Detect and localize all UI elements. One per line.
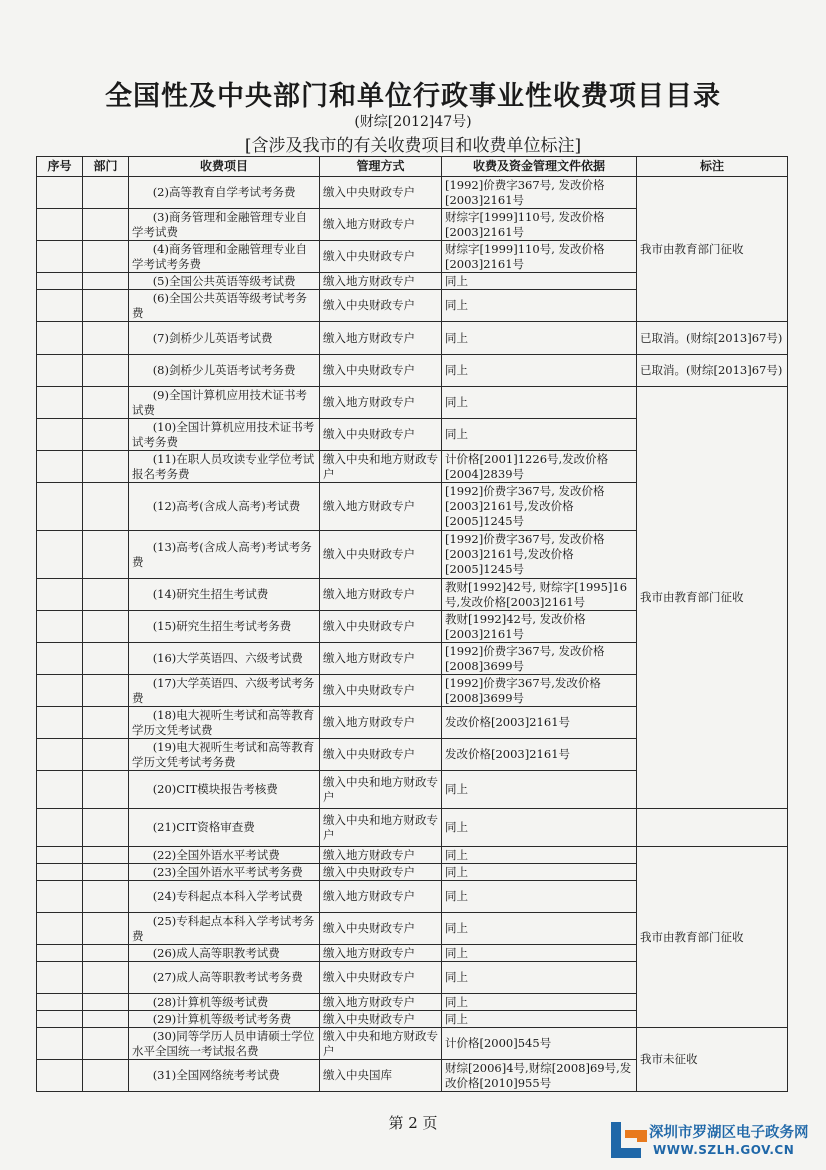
table-row	[37, 1028, 788, 1060]
basis-cell: 计价格[2001]1226号,发改价格[2004]2839号	[442, 451, 637, 483]
basis-cell: 同上	[442, 273, 637, 290]
header-department: 部门	[83, 157, 129, 177]
table-row	[37, 809, 788, 847]
fee-item-cell: (5)全国公共英语等级考试费	[129, 273, 320, 290]
szlh-logo-icon	[607, 1118, 651, 1164]
basis-cell: 同上	[442, 847, 637, 864]
basis-cell: [1992]价费字367号,发改价格[2008]3699号	[442, 675, 637, 707]
basis-cell: 同上	[442, 962, 637, 994]
management-cell: 缴入地方财政专户	[320, 579, 442, 611]
fee-item-cell: (3)商务管理和金融管理专业自学考试费	[129, 209, 320, 241]
fee-item-cell: (2)高等教育自学考试考务费	[129, 177, 320, 209]
basis-cell: [1992]价费字367号, 发改价格[2003]2161号,发改价格[2005]1245号	[442, 531, 637, 579]
basis-cell: 同上	[442, 945, 637, 962]
basis-cell: 同上	[442, 864, 637, 881]
fee-table	[36, 156, 788, 1092]
fee-item-cell: (10)全国计算机应用技术证书考试考务费	[129, 419, 320, 451]
fee-item-cell: (6)全国公共英语等级考试考务费	[129, 290, 320, 322]
basis-cell: 同上	[442, 809, 637, 847]
fee-item-cell: (24)专科起点本科入学考试费	[129, 881, 320, 913]
basis-cell: 同上	[442, 290, 637, 322]
header-fee-item: 收费项目	[129, 157, 320, 177]
fee-item-cell: (8)剑桥少儿英语考试考务费	[129, 355, 320, 387]
table-header-row	[37, 157, 788, 177]
fee-item-cell: (16)大学英语四、六级考试费	[129, 643, 320, 675]
fee-item-cell: (15)研究生招生考试考务费	[129, 611, 320, 643]
fee-item-cell: (30)同等学历人员申请硕士学位水平全国统一考试报名费	[129, 1028, 320, 1060]
management-cell: 缴入中央财政专户	[320, 177, 442, 209]
management-cell: 缴入中央财政专户	[320, 355, 442, 387]
fee-item-cell: (19)电大视听生考试和高等教育学历文凭考试考务费	[129, 739, 320, 771]
watermark-cn: 深圳市罗湖区电子政务网	[649, 1125, 809, 1141]
fee-item-cell: (20)CIT模块报告考核费	[129, 771, 320, 809]
management-cell: 缴入中央财政专户	[320, 675, 442, 707]
management-cell: 缴入地方财政专户	[320, 994, 442, 1011]
fee-item-cell: (12)高考(含成人高考)考试费	[129, 483, 320, 531]
remark-cell: 已取消。(财综[2013]67号)	[637, 355, 788, 387]
management-cell: 缴入中央财政专户	[320, 290, 442, 322]
fee-item-cell: (25)专科起点本科入学考试考务费	[129, 913, 320, 945]
fee-item-cell: (17)大学英语四、六级考试考务费	[129, 675, 320, 707]
remark-cell: 我市由教育部门征收	[637, 847, 788, 1028]
management-cell: 缴入中央国库	[320, 1060, 442, 1092]
management-cell: 缴入中央财政专户	[320, 962, 442, 994]
fee-item-cell: (21)CIT资格审查费	[129, 809, 320, 847]
management-cell: 缴入地方财政专户	[320, 847, 442, 864]
management-cell: 缴入中央和地方财政专户	[320, 771, 442, 809]
management-cell: 缴入中央财政专户	[320, 864, 442, 881]
header-basis: 收费及资金管理文件依据	[442, 157, 637, 177]
basis-cell: [1992]价费字367号, 发改价格[2008]3699号	[442, 643, 637, 675]
management-cell: 缴入地方财政专户	[320, 273, 442, 290]
basis-cell: 同上	[442, 881, 637, 913]
basis-cell: 财综字[1999]110号, 发改价格[2003]2161号	[442, 241, 637, 273]
fee-item-cell: (4)商务管理和金融管理专业自学考试考务费	[129, 241, 320, 273]
remark-cell: 我市由教育部门征收	[637, 177, 788, 322]
management-cell: 缴入地方财政专户	[320, 945, 442, 962]
management-cell: 缴入地方财政专户	[320, 322, 442, 355]
management-cell: 缴入中央财政专户	[320, 419, 442, 451]
fee-item-cell: (11)在职人员攻读专业学位考试报名考务费	[129, 451, 320, 483]
management-cell: 缴入中央和地方财政专户	[320, 1028, 442, 1060]
fee-item-cell: (26)成人高等职教考试费	[129, 945, 320, 962]
document-note: [含涉及我市的有关收费项目和收费单位标注]	[244, 136, 582, 156]
remark-cell: 已取消。(财综[2013]67号)	[637, 322, 788, 355]
basis-cell: 计价格[2000]545号	[442, 1028, 637, 1060]
management-cell: 缴入中央财政专户	[320, 611, 442, 643]
basis-cell: 同上	[442, 355, 637, 387]
basis-cell: 发改价格[2003]2161号	[442, 707, 637, 739]
fee-item-cell: (22)全国外语水平考试费	[129, 847, 320, 864]
page-number: 第 2 页	[388, 1114, 438, 1132]
fee-item-cell: (18)电大视听生考试和高等教育学历文凭考试费	[129, 707, 320, 739]
management-cell: 缴入地方财政专户	[320, 707, 442, 739]
basis-cell: 同上	[442, 419, 637, 451]
basis-cell: 发改价格[2003]2161号	[442, 739, 637, 771]
header-remark: 标注	[637, 157, 788, 177]
management-cell: 缴入中央和地方财政专户	[320, 451, 442, 483]
basis-cell: 同上	[442, 771, 637, 809]
management-cell: 缴入地方财政专户	[320, 643, 442, 675]
management-cell: 缴入中央财政专户	[320, 739, 442, 771]
document-subtitle: (财综[2012]47号)	[354, 114, 472, 130]
watermark-logo	[607, 1118, 817, 1164]
remark-cell: 我市由教育部门征收	[637, 387, 788, 809]
header-index: 序号	[37, 157, 83, 177]
remark-cell: 我市未征收	[637, 1028, 788, 1092]
fee-item-cell: (7)剑桥少儿英语考试费	[129, 322, 320, 355]
management-cell: 缴入地方财政专户	[320, 209, 442, 241]
management-cell: 缴入中央财政专户	[320, 531, 442, 579]
document-title: 全国性及中央部门和单位行政事业性收费项目目录	[105, 81, 721, 112]
basis-cell: 同上	[442, 1011, 637, 1028]
management-cell: 缴入中央和地方财政专户	[320, 809, 442, 847]
header-management: 管理方式	[320, 157, 442, 177]
basis-cell: 教财[1992]42号, 财综字[1995]16号,发改价格[2003]2161号	[442, 579, 637, 611]
fee-item-cell: (31)全国网络统考考试费	[129, 1060, 320, 1092]
fee-item-cell: (13)高考(含成人高考)考试考务费	[129, 531, 320, 579]
table-row	[37, 322, 788, 355]
table-row	[37, 177, 788, 209]
management-cell: 缴入中央财政专户	[320, 241, 442, 273]
table-row	[37, 387, 788, 419]
fee-item-cell: (27)成人高等职教考试考务费	[129, 962, 320, 994]
basis-cell: 财综[2006]4号,财综[2008]69号,发改价格[2010]955号	[442, 1060, 637, 1092]
fee-item-cell: (28)计算机等级考试费	[129, 994, 320, 1011]
watermark-en: WWW.SZLH.GOV.CN	[653, 1143, 795, 1157]
management-cell: 缴入地方财政专户	[320, 881, 442, 913]
basis-cell: 财综字[1999]110号, 发改价格[2003]2161号	[442, 209, 637, 241]
fee-item-cell: (23)全国外语水平考试考务费	[129, 864, 320, 881]
basis-cell: 同上	[442, 913, 637, 945]
basis-cell: 同上	[442, 322, 637, 355]
basis-cell: [1992]价费字367号, 发改价格[2003]2161号,发改价格[2005]1245号	[442, 483, 637, 531]
basis-cell: 同上	[442, 994, 637, 1011]
fee-item-cell: (29)计算机等级考试考务费	[129, 1011, 320, 1028]
table-row	[37, 355, 788, 387]
fee-item-cell: (9)全国计算机应用技术证书考试费	[129, 387, 320, 419]
management-cell: 缴入中央财政专户	[320, 1011, 442, 1028]
management-cell: 缴入地方财政专户	[320, 387, 442, 419]
table-row	[37, 847, 788, 864]
management-cell: 缴入地方财政专户	[320, 483, 442, 531]
basis-cell: 同上	[442, 387, 637, 419]
basis-cell: 教财[1992]42号, 发改价格[2003]2161号	[442, 611, 637, 643]
management-cell: 缴入中央财政专户	[320, 913, 442, 945]
basis-cell: [1992]价费字367号, 发改价格[2003]2161号	[442, 177, 637, 209]
fee-item-cell: (14)研究生招生考试费	[129, 579, 320, 611]
